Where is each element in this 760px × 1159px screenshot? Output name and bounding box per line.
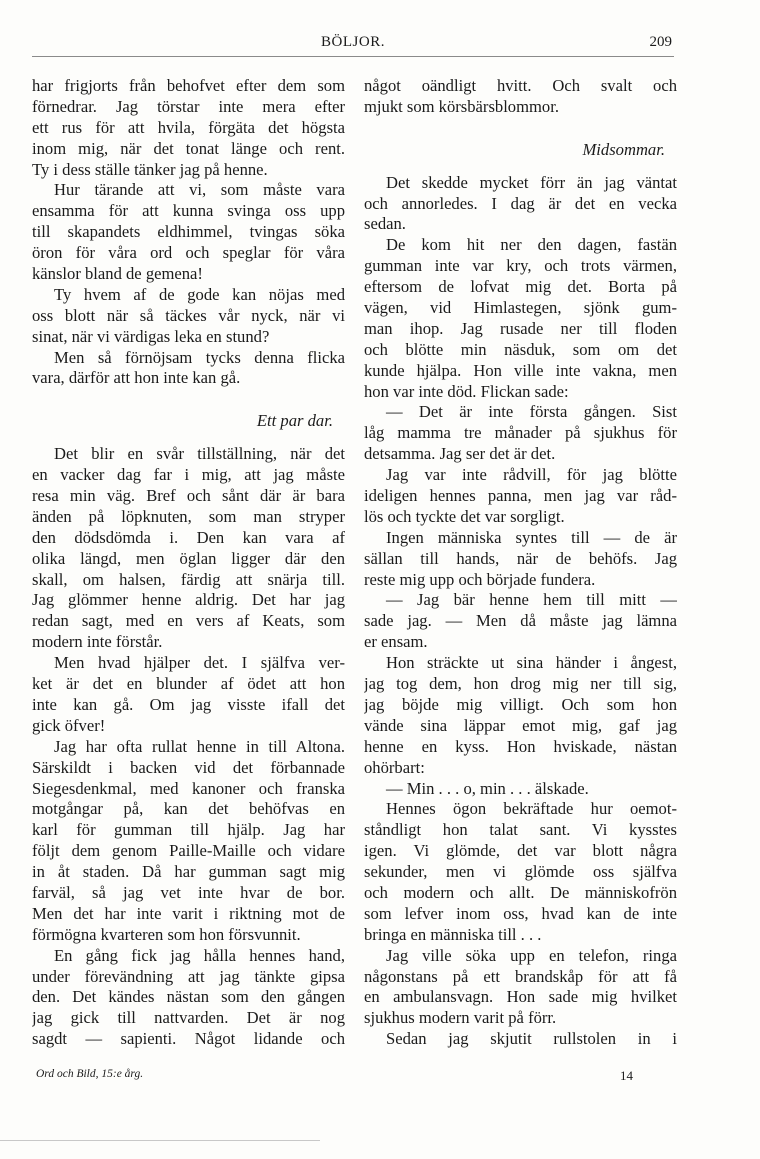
text-line: ensamma för att kunna svinga oss upp (32, 201, 345, 221)
text-line: sinat, när vi värdigas leka en stund? (32, 326, 270, 346)
text-line: den. Det kändes nästan som den gången (32, 987, 345, 1007)
text-line: till skapandets eldhimmel, tvingas söka (32, 222, 345, 242)
text-line: och blötte min näsduk, som om det (364, 339, 677, 359)
text-line: änden på löpknuten, som man stryper (32, 506, 345, 526)
text-line: redan sagt, med en vers af Keats, som (32, 611, 345, 631)
text-line: olika längd, men öglan ligger där den (32, 548, 345, 568)
text-line: ett rus för att hvila, förgäta det högsta (32, 117, 345, 137)
text-line: lös och tyckte det var sorgligt. (364, 506, 565, 526)
text-line: någonstans på ett brandskåp för att få (364, 966, 677, 986)
text-line: Jag var inte rådvill, för jag blötte (386, 465, 677, 485)
text-line: modern inte förstår. (32, 632, 163, 652)
text-line: ket är det en blunder af ödet att hon (32, 674, 345, 694)
text-line: Hur tärande att vi, som måste vara (54, 180, 345, 200)
text-line: gumman inte var kry, och trots värmen, (364, 256, 677, 276)
paragraph (364, 590, 677, 653)
text-line: Ty i dess ställe tänker jag på henne. (32, 159, 268, 179)
text-line: igen. Vi glömde, det var blott några (364, 841, 677, 861)
text-line: Men så förnöjsam tycks denna flicka (54, 347, 345, 367)
text-line: en vacker dag far i mig, att jag måste (32, 465, 345, 485)
text-line: en ambulansvagn. Hon sade mig hvilket (364, 987, 677, 1007)
text-line: och modern och allt. De människofrön (364, 882, 677, 902)
text-line: ideligen hennes panna, men jag var råd- (364, 486, 677, 506)
text-line: vägen, vid Himlastegen, sjönk gum- (364, 298, 677, 318)
text-line: — Det är inte första gången. Sist (386, 402, 677, 422)
text-line: Men det har inte varit i riktning mot de (32, 903, 345, 923)
text-line: under förevändning att jag tänkte gipsa (32, 966, 345, 986)
paragraph (364, 1029, 677, 1050)
footer-signature: Ord och Bild, 15:e årg. (36, 1068, 144, 1080)
text-line: förnedrar. Jag törstar inte mera efter (32, 96, 345, 116)
text-line: sällan till hands, när de behöfs. Jag (364, 548, 677, 568)
text-line: Hennes ögon bekräftade hur oemot- (386, 799, 677, 819)
running-head (32, 34, 674, 57)
section-heading: Midsommar. (582, 139, 665, 159)
text-line: — Min . . . o, min . . . älskade. (386, 778, 589, 798)
paragraph (364, 528, 677, 591)
text-line: Det blir en svår tillställning, när det (54, 444, 345, 464)
text-line: eftersom de lofvat mig det. Borta på (364, 277, 677, 297)
text-line: Jag ville söka upp en telefon, ringa (386, 945, 677, 965)
text-line: Siegesdenkmal, med kanoner och franska (32, 778, 345, 798)
text-line: gick öfver! (32, 715, 106, 735)
text-line: som lefver inom oss, hvad kan de inte (364, 903, 677, 923)
text-line: jag böjde mig villigt. Och som hon (364, 694, 677, 714)
text-line: sagdt — sapienti. Något lidande och (32, 1029, 345, 1049)
text-line: motgångar på, kan det behöfvas en (32, 799, 345, 819)
text-line: Särskildt i backen vid det förbannade (32, 757, 345, 777)
paragraph (364, 653, 677, 778)
text-line: ohörbart: (364, 757, 425, 777)
text-line: och annorledes. I dag är det en vecka (364, 193, 677, 213)
text-line: sekunder, men vi glömde oss själfva (364, 862, 677, 882)
text-line: reste mig upp och började fundera. (364, 569, 596, 589)
text-line: man ihop. Jag rusade ner till floden (364, 318, 677, 338)
running-head-title: BÖLJOR. (321, 34, 385, 50)
text-line: inom mig, när det tonat länge och rent. (32, 138, 345, 158)
text-line: har frigjorts från behofvet efter dem som (32, 76, 345, 95)
text-line: mjukt som körsbärsblommor. (364, 96, 559, 116)
paragraph (364, 402, 677, 465)
text-line: låg mamma tre månader på sjukhus för (364, 423, 677, 443)
text-line: Jag har ofta rullat henne in till Altona. (54, 736, 345, 756)
text-line: hon var inte död. Flickan sade: (364, 381, 569, 401)
text-line: kunde hjälpa. Hon ville inte vakna, men (364, 360, 677, 380)
text-line: jag gick till nattvarden. Det är nog (32, 1008, 345, 1028)
text-line: ståndligt hon talat sant. Vi kysstes (364, 820, 677, 840)
paragraph (364, 465, 677, 528)
text-line: vara, därför att hon inte kan gå. (32, 368, 241, 388)
paragraph (364, 779, 677, 800)
paragraph (364, 946, 677, 1030)
section-heading: Ett par dar. (256, 411, 333, 431)
text-line: henne en kyss. Hon hviskade, nästan (364, 736, 677, 756)
text-line: något oändligt hvitt. Och svalt och (364, 76, 677, 95)
text-line: bringa en människa till . . . (364, 924, 542, 944)
paragraph (32, 76, 345, 180)
text-line: sedan. (364, 214, 406, 234)
text-line: följt dem genom Paille-Maille och vidare (32, 841, 345, 861)
text-line: Ty hvem af de gode kan nöjas med (54, 284, 345, 304)
text-line: De kom hit ner den dagen, fastän (386, 235, 677, 255)
paragraph (32, 653, 345, 737)
text-line: er ensam. (364, 632, 428, 652)
text-line: skall, om halsen, färdig att snärja till. (32, 569, 345, 589)
text-line: En gång fick jag hålla hennes hand, (54, 945, 345, 965)
paragraph (364, 235, 677, 402)
right-column (364, 76, 677, 1050)
text-line: Sedan jag skjutit rullstolen in i (386, 1029, 677, 1049)
paragraph (32, 348, 345, 390)
text-line: oss blott när så täckes vår nyck, när vi (32, 305, 345, 325)
text-line: in åt staden. Då har gumman sagt mig (32, 862, 345, 882)
left-column (32, 76, 345, 1050)
paragraph (32, 180, 345, 284)
text-line: Men hvad hjälper det. I själfva ver- (54, 653, 345, 673)
paragraph (364, 799, 677, 945)
text-line: Det skedde mycket förr än jag väntat (386, 172, 677, 192)
text-line: den dödsdömda i. Den kan vara af (32, 527, 345, 547)
text-line: inte kan gå. Om jag visste ifall det (32, 694, 345, 714)
text-line: Ingen människa syntes till — de är (386, 527, 677, 547)
scan-edge-rule (0, 1140, 320, 1141)
paragraph (32, 737, 345, 946)
paragraph (32, 285, 345, 348)
text-line: Jag glömmer henne aldrig. Det har jag (32, 590, 345, 610)
paragraph (32, 444, 345, 653)
text-line: förmögna kvarteren som hon försvunnit. (32, 924, 301, 944)
text-line: resa min väg. Bref och sånt där är bara (32, 486, 345, 506)
text-line: känslor bland de gemena! (32, 264, 203, 284)
footer-sheet-number: 14 (620, 1068, 633, 1083)
text-line: sjukhus modern varit på förr. (364, 1008, 557, 1028)
text-line: sade jag. — Men då måste jag lämna (364, 611, 677, 631)
text-line: jag tog dem, hon drog mig ner till sig, (364, 674, 677, 694)
paragraph (32, 946, 345, 1050)
text-line: öron för våra ord och speglar för våra (32, 243, 345, 263)
page-number: 209 (649, 34, 672, 50)
text-line: detsamma. Jag ser det är det. (364, 444, 556, 464)
text-line: Hon sträckte ut sina händer i ångest, (386, 653, 677, 673)
paragraph (364, 173, 677, 236)
paragraph (364, 76, 677, 118)
text-line: karl för gumman till hjälp. Jag har (32, 820, 345, 840)
text-line: vände sina läppar emot mig, gaf jag (364, 715, 677, 735)
text-line: farväl, så jag vet inte hvar de bor. (32, 882, 345, 902)
text-line: — Jag bär henne hem till mitt — (386, 590, 677, 610)
